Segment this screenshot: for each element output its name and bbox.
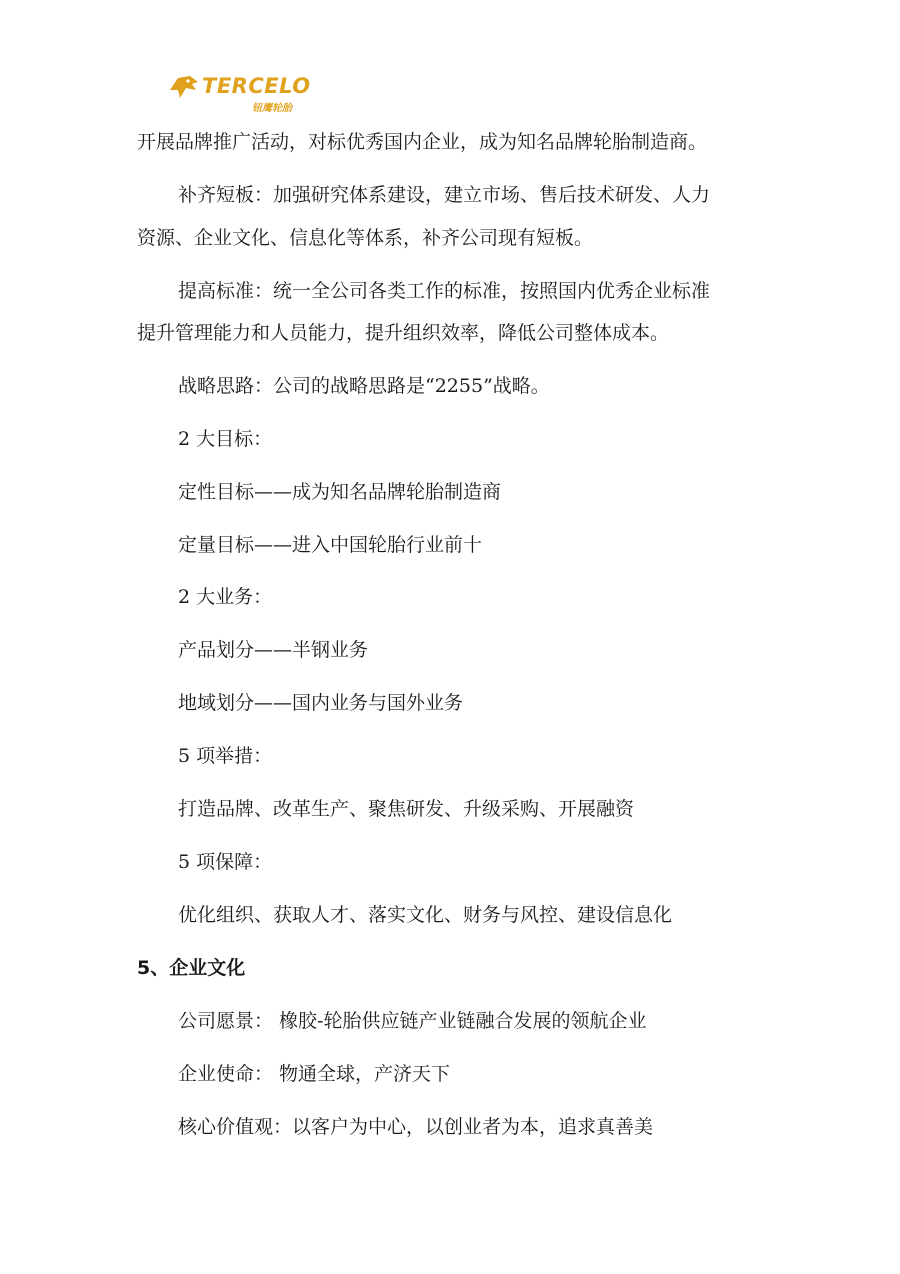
paragraph-line: 提升管理能力和人员能力，提升组织效率，降低公司整体成本。 [137, 322, 670, 344]
paragraph-line: 开展品牌推广活动，对标优秀国内企业，成为知名品牌轮胎制造商。 [137, 131, 708, 153]
guarantees-list: 优化组织、获取人才、落实文化、财务与风控、建设信息化 [178, 904, 673, 926]
eagle-icon [168, 72, 202, 104]
logo-subtitle: 钮鹰轮胎 [252, 103, 292, 114]
measures-list: 打造品牌、改革生产、聚焦研发、升级采购、开展融资 [178, 798, 635, 820]
mission-line: 企业使命： 物通全球，产济天下 [178, 1063, 451, 1085]
section-heading: 5、企业文化 [137, 957, 246, 979]
vision-line: 公司愿景： 橡胶-轮胎供应链产业链融合发展的领航企业 [178, 1010, 647, 1032]
values-line: 核心价值观：以客户为中心，以创业者为本，追求真善美 [178, 1116, 654, 1138]
business-item: 产品划分——半钢业务 [178, 639, 369, 661]
paragraph-line: 补齐短板：加强研究体系建设，建立市场、售后技术研发、人力 [178, 184, 711, 206]
paragraph-line: 提高标准：统一全公司各类工作的标准，按照国内优秀企业标准 [178, 280, 711, 302]
company-logo [168, 72, 318, 112]
logo-wordmark: TERCELO [202, 74, 311, 98]
paragraph-line: 资源、企业文化、信息化等体系，补齐公司现有短板。 [137, 227, 594, 249]
goals-title: 2 大目标： [178, 428, 273, 450]
goal-item: 定性目标——成为知名品牌轮胎制造商 [178, 481, 502, 503]
business-title: 2 大业务： [178, 586, 273, 608]
strategy-line: 战略思路：公司的战略思路是“2255”战略。 [178, 375, 550, 397]
guarantees-title: 5 项保障： [178, 851, 273, 873]
goal-item: 定量目标——进入中国轮胎行业前十 [178, 534, 483, 556]
measures-title: 5 项举措： [178, 745, 273, 767]
business-item: 地域划分——国内业务与国外业务 [178, 692, 464, 714]
